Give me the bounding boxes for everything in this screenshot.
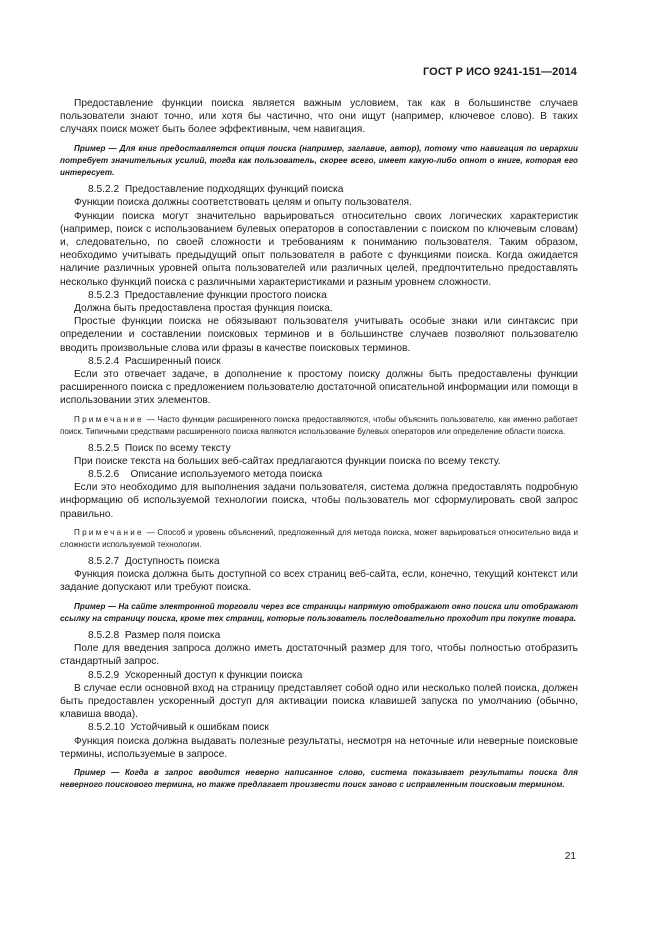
section-8-5-2-10-heading [60,721,578,734]
section-number: 8.5.2.2 [88,184,120,196]
section-8-5-2-2-heading [60,183,578,196]
note-label: Примечание [74,527,144,537]
section-number: 8.5.2.3 [88,289,120,301]
note-label: Примечание [74,414,144,424]
page-content [60,97,578,795]
paragraph: Если это отвечает задаче, в дополнение к простому поиску должны быть предоставлены функции расширенного поиска с предложением пользователю достаточной описательной информации или помощи в использовании этих элементов. [60,369,578,407]
section-8-5-2-4-heading [60,355,578,368]
section-number: 8.5.2.7 [88,555,120,567]
section-number: 8.5.2.6 [88,469,120,481]
note-text: — Способ и уровень объяснений, предложенный для метода поиска, может варьироваться относительно вида и сложности используемой технологии. [60,527,578,549]
example-misspelled: Пример — Когда в запрос вводится неверно написанное слово, система показывает результаты поиска для неверного поискового термина, но также предлагает произвести поиск заново с исправленным поисковым термином. [60,767,578,790]
standard-header: ГОСТ Р ИСО 9241-151—2014 [422,66,577,78]
section-number: 8.5.2.5 [88,442,120,454]
section-number: 8.5.2.9 [88,669,120,681]
intro-paragraph: Предоставление функции поиска является важным условием, так как в большинстве случаев пользователи знают точно, или хотя бы частично, что они ищут (например, ключевое слово). В таких случаях поиск может быть более эффективным, чем навигация. [60,98,578,136]
section-title: Поиск по всему тексту [124,442,231,454]
section-number: 8.5.2.10 [88,722,125,734]
paragraph: Простые функции поиска не обязывают пользователя учитывать особые знаки или синтаксис при определении и составлении поисковых терминов и в большинстве случаев позволяют пользователю вводить произвольные слова или фразы в качестве поисковых терминов. [60,316,578,354]
section-8-5-2-6-heading [60,468,578,481]
section-title: Расширенный поиск [124,355,221,367]
section-8-5-2-8-heading [60,629,578,642]
paragraph: Если это необходимо для выполнения задачи пользователя, система должна предоставлять подробную информацию об используемой технологии поиска, чтобы пользователь мог сформулировать свой запрос правильно. [60,482,578,520]
note-text: — Часто функции расширенного поиска предоставляются, чтобы объяснить пользователю, как именно работает поиск. Типичными средствами расширенного поиска являются использование булевых операторов или определение области поиска. [60,414,578,436]
paragraph: В случае если основной вход на страницу представляет собой одно или несколько полей поиска, должен быть предоставлен ускоренный доступ для активации поиска клавишей запуска по умолчанию (обычно, клавиша ввода). [60,682,578,721]
note-advanced-search [60,414,578,438]
paragraph: При поиске текста на больших веб-сайтах предлагаются функции поиска по всему тексту. [74,455,501,467]
section-title: Доступность поиска [124,555,220,567]
paragraph: Функции поиска могут значительно варьироваться относительно своих логических характеристик (например, поиск с использованием булевых операторов в сопоставлении с поиском по ключевым словам) и, следовательно, по своей сложности и требованиям к пониманию пользователя. Таким образом, необходимо учитывать предыдущий опыт пользователя в работе с функциями поиска. Когда ожидается наличие различных уровней опыта пользователей или различных целей, предпочтительно предоставлять несколько функций поиска с различными характеристиками и разным уровнем сложности. [60,210,578,288]
section-title: Предоставление функции простого поиска [124,289,327,301]
section-title: Предоставление подходящих функций поиска [124,184,344,196]
section-8-5-2-7-heading [60,555,578,568]
paragraph: Функция поиска должна выдавать полезные результаты, несмотря на неточные или неверные поисковые термины, используемые в запросе. [60,735,578,760]
note-search-method [60,527,578,551]
section-title: Ускоренный доступ к функции поиска [124,669,303,681]
example-ecommerce: Пример — На сайте электронной торговли через все страницы напрямую отображают окно поиска или отображают ссылку на страницу поиска, кроме тех страниц, которые пользователь последовательно проходит при покупке товара. [60,601,578,623]
section-8-5-2-3-heading [60,289,578,302]
paragraph: Должна быть предоставлена простая функция поиска. [74,303,333,315]
section-number: 8.5.2.8 [88,629,120,641]
section-title: Размер поля поиска [124,629,221,641]
section-8-5-2-9-heading [60,669,578,682]
section-8-5-2-5-heading [60,442,578,455]
section-title: Описание используемого метода поиска [130,469,323,481]
section-title: Устойчивый к ошибкам поиск [130,722,269,734]
section-number: 8.5.2.4 [88,355,120,367]
paragraph: Функция поиска должна быть доступной со всех страниц веб-сайта, если, конечно, текущий контекст или задание допускают или требуют поиска. [60,569,578,594]
example-books: Пример — Для книг предоставляется опция поиска (например, заглавие, автор), потому что навигация по иерархии потребует значительных усилий, тогда как пользователь, скорее всего, имеет какую-либо опнот о книге, которая его интересует. [60,143,578,178]
page-number: 21 [564,851,576,862]
paragraph: Функции поиска должны соответствовать целям и опыту пользователя. [74,197,412,209]
paragraph: Поле для введения запроса должно иметь достаточный размер для того, чтобы полностью отобразить стандартный запрос. [60,643,578,668]
